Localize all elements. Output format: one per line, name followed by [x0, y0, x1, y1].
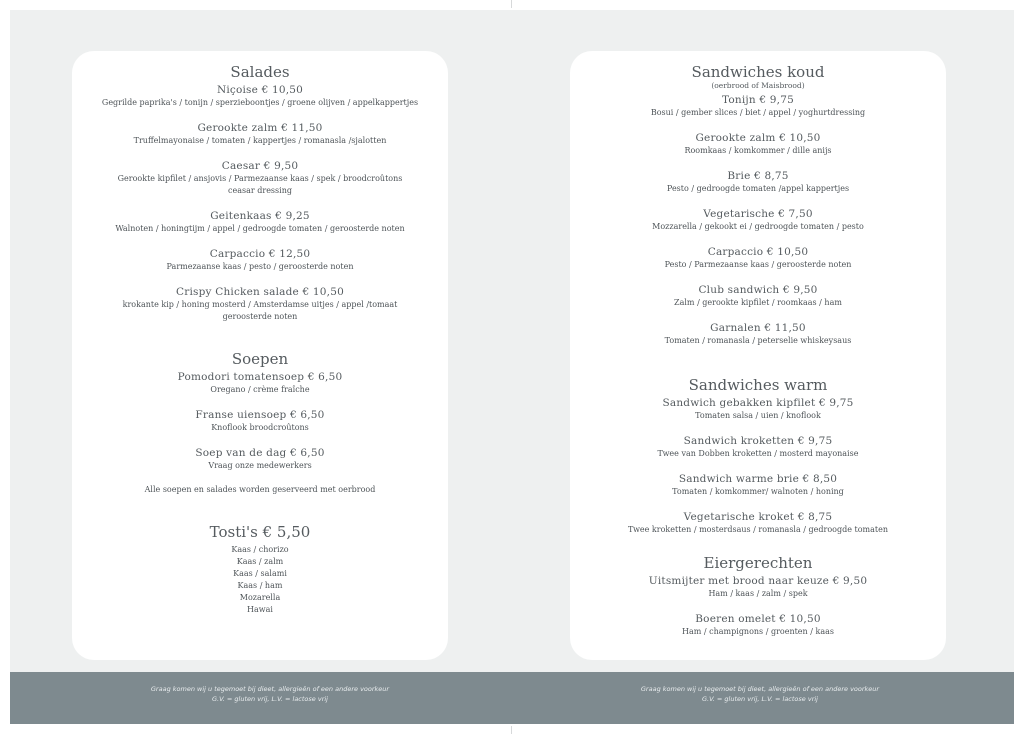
item-name: Crispy Chicken salade € 10,50: [176, 286, 344, 298]
item-name: Soep van de dag € 6,50: [195, 447, 325, 459]
item-name: Brie € 8,75: [727, 170, 789, 182]
item-desc: Pesto / gedroogde tomaten /appel kappertjes: [666, 184, 850, 193]
menu-item: [570, 170, 946, 195]
menu-item: [72, 371, 448, 396]
item-name: Carpaccio € 10,50: [707, 246, 809, 258]
menu-item: [570, 511, 946, 536]
item-name: Gerookte zalm € 11,50: [197, 122, 323, 134]
item-name: Sandwich kroketten € 9,75: [683, 435, 833, 447]
item-desc: geroosterde noten: [222, 312, 298, 321]
item-desc: Tomaten salsa / uien / knoflook: [695, 411, 821, 420]
list-item: Mozarella: [239, 593, 281, 602]
menu-item: [72, 409, 448, 434]
item-name: Vegetarische kroket € 8,75: [683, 511, 833, 523]
list-item: Kaas / chorizo: [231, 545, 289, 554]
footer-line: Graag komen wij u tegemoet bij dieet, allergieën of een andere voorkeur: [640, 685, 880, 693]
menu-item: [72, 84, 448, 109]
sandwiches-koud-section: [570, 63, 946, 347]
salades-title: Salades: [230, 63, 290, 81]
sandwiches-koud-subtitle: (oerbrood of Maisbrood): [711, 81, 805, 90]
menu-item: [570, 246, 946, 271]
salades-list: [72, 84, 448, 323]
soepen-section: [72, 350, 448, 496]
item-desc: ceasar dressing: [228, 186, 292, 195]
right-menu-panel: [570, 51, 946, 660]
menu-item: [570, 613, 946, 638]
menu-item: [570, 208, 946, 233]
item-name: Sandwich warme brie € 8,50: [678, 473, 838, 485]
item-desc: Tomaten / romanasla / peterselie whiskeysaus: [664, 336, 852, 345]
item-desc: Twee van Dobben kroketten / mosterd mayonaise: [657, 449, 859, 458]
crop-mark-bottom: [511, 726, 512, 734]
list-item: Kaas / zalm: [236, 557, 284, 566]
footer-line: G.V. = gluten vrij, L.V. = lactose vrij: [211, 695, 328, 703]
item-name: Vegetarische € 7,50: [703, 208, 813, 220]
sandwiches-warm-title: Sandwiches warm: [688, 376, 828, 394]
item-name: Caesar € 9,50: [221, 160, 299, 172]
item-desc: Vraag onze medewerkers: [208, 461, 312, 470]
item-desc: Knoflook broodcroûtons: [211, 423, 309, 432]
menu-item: [570, 284, 946, 309]
item-desc: Truffelmayonaise / tomaten / kappertjes / romanasla /sjalotten: [133, 136, 387, 145]
menu-item: [72, 248, 448, 273]
menu-item: [570, 473, 946, 498]
footer-band: [10, 672, 1014, 724]
menu-item: [570, 397, 946, 422]
item-desc: Ham / champignons / groenten / kaas: [682, 627, 834, 636]
item-desc: Parmezaanse kaas / pesto / geroosterde noten: [166, 262, 354, 271]
menu-item: [570, 94, 946, 119]
eiergerechten-list: [570, 575, 946, 638]
item-desc: Zalm / gerookte kipfilet / roomkaas / ham: [674, 298, 842, 307]
menu-item: [72, 286, 448, 323]
soepen-note: Alle soepen en salades worden geserveerd met oerbrood: [144, 485, 376, 494]
menu-item: [72, 160, 448, 197]
salades-section: [72, 63, 448, 323]
item-desc: Mozzarella / gekookt ei / gedroogde tomaten / pesto: [652, 222, 864, 231]
item-name: Sandwich gebakken kipfilet € 9,75: [662, 397, 854, 409]
footer-line: G.V. = gluten vrij, L.V. = lactose vrij: [701, 695, 818, 703]
item-name: Gerookte zalm € 10,50: [695, 132, 821, 144]
item-desc: Twee kroketten / mosterdsaus / romanasla / gedroogde tomaten: [628, 525, 888, 534]
menu-item: [570, 322, 946, 347]
menu-item: [570, 435, 946, 460]
list-item: Kaas / ham: [237, 581, 283, 590]
menu-item: [72, 122, 448, 147]
footer-line: Graag komen wij u tegemoet bij dieet, allergieën of een andere voorkeur: [150, 685, 390, 693]
footer-note-left: [140, 684, 400, 704]
sandwiches-koud-list: [570, 94, 946, 347]
item-name: Geitenkaas € 9,25: [210, 210, 310, 222]
item-name: Tonijn € 9,75: [722, 94, 794, 106]
list-item: Kaas / salami: [233, 569, 287, 578]
item-desc: krokante kip / honing mosterd / Amsterdamse uitjes / appel /tomaat: [122, 300, 398, 309]
sandwiches-koud-title: Sandwiches koud: [691, 63, 825, 81]
item-desc: Walnoten / honingtijm / appel / gedroogde tomaten / geroosterde noten: [115, 224, 405, 233]
left-menu-panel: [72, 51, 448, 660]
menu-item: [570, 575, 946, 600]
item-desc: Roomkaas / komkommer / dille anijs: [684, 146, 832, 155]
item-desc: Ham / kaas / zalm / spek: [708, 589, 808, 598]
menu-item: [570, 132, 946, 157]
sandwiches-warm-list: [570, 397, 946, 536]
item-name: Niçoise € 10,50: [216, 84, 304, 96]
item-desc: Pesto / Parmezaanse kaas / geroosterde noten: [664, 260, 852, 269]
item-name: Carpaccio € 12,50: [209, 248, 311, 260]
item-name: Club sandwich € 9,50: [698, 284, 818, 296]
item-desc: Oregano / crème fraîche: [210, 385, 310, 394]
list-item: Hawai: [247, 605, 273, 614]
item-name: Franse uiensoep € 6,50: [195, 409, 325, 421]
sandwiches-warm-section: [570, 376, 946, 536]
tosti-title: Tosti's € 5,50: [209, 523, 311, 541]
eiergerechten-title: Eiergerechten: [703, 554, 813, 572]
item-name: Uitsmijter met brood naar keuze € 9,50: [648, 575, 868, 587]
menu-item: [72, 210, 448, 235]
tosti-section: [72, 523, 448, 616]
crop-mark-top: [511, 0, 512, 8]
item-name: Garnalen € 11,50: [710, 322, 806, 334]
item-desc: Tomaten / komkommer/ walnoten / honing: [672, 487, 844, 496]
menu-item: [72, 447, 448, 472]
tosti-list: [72, 544, 448, 616]
eiergerechten-section: [570, 554, 946, 638]
soepen-list: [72, 371, 448, 472]
soepen-title: Soepen: [231, 350, 289, 368]
footer-note-right: [630, 684, 890, 704]
item-name: Pomodori tomatensoep € 6,50: [177, 371, 343, 383]
item-desc: Bosui / gember slices / biet / appel / yoghurtdressing: [650, 108, 866, 117]
item-desc: Gegrilde paprika's / tonijn / sperzieboontjes / groene olijven / appelkappertjes: [101, 98, 419, 107]
item-name: Boeren omelet € 10,50: [695, 613, 821, 625]
item-desc: Gerookte kipfilet / ansjovis / Parmezaanse kaas / spek / broodcroûtons: [117, 174, 403, 183]
